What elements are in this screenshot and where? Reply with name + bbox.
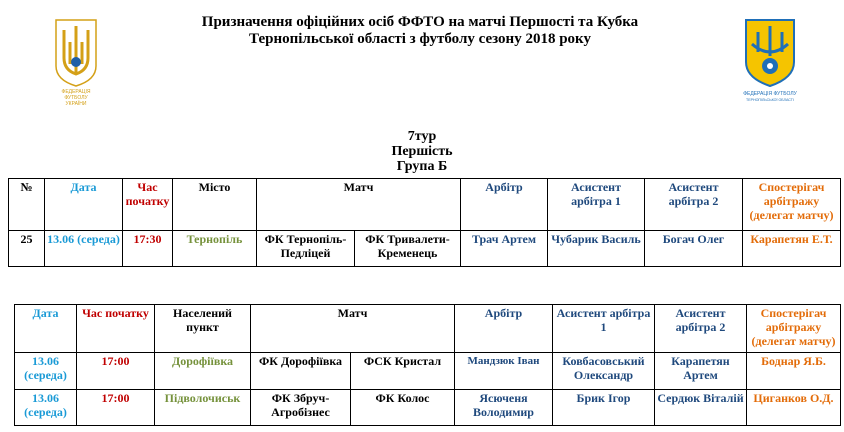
home-team: ФК Тернопіль-Педліцей bbox=[257, 231, 355, 267]
away-team: ФК Колос bbox=[351, 390, 455, 426]
referee: Мандзюк Іван bbox=[455, 353, 553, 390]
round-tour: 7тур bbox=[407, 129, 437, 144]
referee: Ясюченя Володимир bbox=[455, 390, 553, 426]
svg-text:ФЕДЕРАЦІЯ ФУТБОЛУ: ФЕДЕРАЦІЯ ФУТБОЛУ bbox=[743, 91, 797, 97]
header-place: Місто bbox=[173, 179, 257, 231]
observer: Боднар Я.Б. bbox=[747, 353, 841, 390]
observer: Карапетян Е.Т. bbox=[743, 231, 841, 267]
league-schedule-table-2 bbox=[14, 304, 841, 426]
header-observer: Спостерігач арбітражу (делегат матчу) bbox=[743, 179, 841, 231]
document-title bbox=[170, 14, 670, 48]
table-row bbox=[15, 390, 841, 426]
round-competition: Першість bbox=[391, 144, 453, 159]
header-num: № bbox=[9, 179, 45, 231]
referee: Трач Артем bbox=[461, 231, 548, 267]
match-time: 17:00 bbox=[77, 353, 155, 390]
header-time: Час початку bbox=[77, 305, 155, 353]
header-assistant-1: Асистент арбітра 1 bbox=[553, 305, 655, 353]
svg-text:ФЕДЕРАЦІЯ: ФЕДЕРАЦІЯ bbox=[61, 89, 91, 95]
match-time: 17:30 bbox=[123, 231, 173, 267]
header-assistant-2: Асистент арбітра 2 bbox=[645, 179, 743, 231]
svg-text:ТЕРНОПІЛЬСЬКОЇ ОБЛАСТІ: ТЕРНОПІЛЬСЬКОЇ ОБЛАСТІ bbox=[746, 98, 794, 102]
header-place: Населений пункт bbox=[155, 305, 251, 353]
svg-text:УКРАЇНИ: УКРАЇНИ bbox=[65, 101, 87, 106]
assistant-2: Сердюк Віталій bbox=[655, 390, 747, 426]
match-date: 13.06 (середа) bbox=[15, 390, 77, 426]
assistant-2: Карапетян Артем bbox=[655, 353, 747, 390]
away-team: ФК Тривалети-Кременець bbox=[355, 231, 461, 267]
assistant-1: Брик Ігор bbox=[553, 390, 655, 426]
round-group: Група Б bbox=[396, 159, 448, 174]
header-match: Матч bbox=[257, 179, 461, 231]
header-date: Дата bbox=[45, 179, 123, 231]
assistant-2: Богач Олег bbox=[645, 231, 743, 267]
home-team: ФК Збруч-Агробізнес bbox=[251, 390, 351, 426]
home-team: ФК Дорофіївка bbox=[251, 353, 351, 390]
header-referee: Арбітр bbox=[461, 179, 548, 231]
observer: Циганков О.Д. bbox=[747, 390, 841, 426]
table-row bbox=[15, 353, 841, 390]
title-line-1: Призначення офіційних осіб ФФТО на матчі Першості та Кубка bbox=[201, 14, 639, 30]
ternopil-federation-logo bbox=[736, 12, 804, 104]
match-time: 17:00 bbox=[77, 390, 155, 426]
table-header-row bbox=[15, 305, 841, 353]
match-date: 13.06 (середа) bbox=[15, 353, 77, 390]
svg-text:ФУТБОЛУ: ФУТБОЛУ bbox=[64, 95, 88, 101]
table-header-row bbox=[9, 179, 841, 231]
match-place: Підволочиськ bbox=[155, 390, 251, 426]
league-schedule-table bbox=[8, 178, 841, 267]
round-heading bbox=[300, 129, 544, 174]
header-assistant-1: Асистент арбітра 1 bbox=[548, 179, 645, 231]
header-assistant-2: Асистент арбітра 2 bbox=[655, 305, 747, 353]
assistant-1: Чубарик Василь bbox=[548, 231, 645, 267]
match-place: Тернопіль bbox=[173, 231, 257, 267]
header-observer: Спостерігач арбітражу (делегат матчу) bbox=[747, 305, 841, 353]
table-row bbox=[9, 231, 841, 267]
uff-logo bbox=[50, 14, 102, 106]
title-line-2: Тернопільської області з футболу сезону 2018 року bbox=[249, 31, 591, 47]
header-date: Дата bbox=[15, 305, 77, 353]
match-date: 13.06 (середа) bbox=[45, 231, 123, 267]
match-place: Дорофіївка bbox=[155, 353, 251, 390]
match-number: 25 bbox=[9, 231, 45, 267]
header-referee: Арбітр bbox=[455, 305, 553, 353]
away-team: ФСК Кристал bbox=[351, 353, 455, 390]
assistant-1: Ковбасовський Олександр bbox=[553, 353, 655, 390]
header-time: Час початку bbox=[123, 179, 173, 231]
header-match: Матч bbox=[251, 305, 455, 353]
